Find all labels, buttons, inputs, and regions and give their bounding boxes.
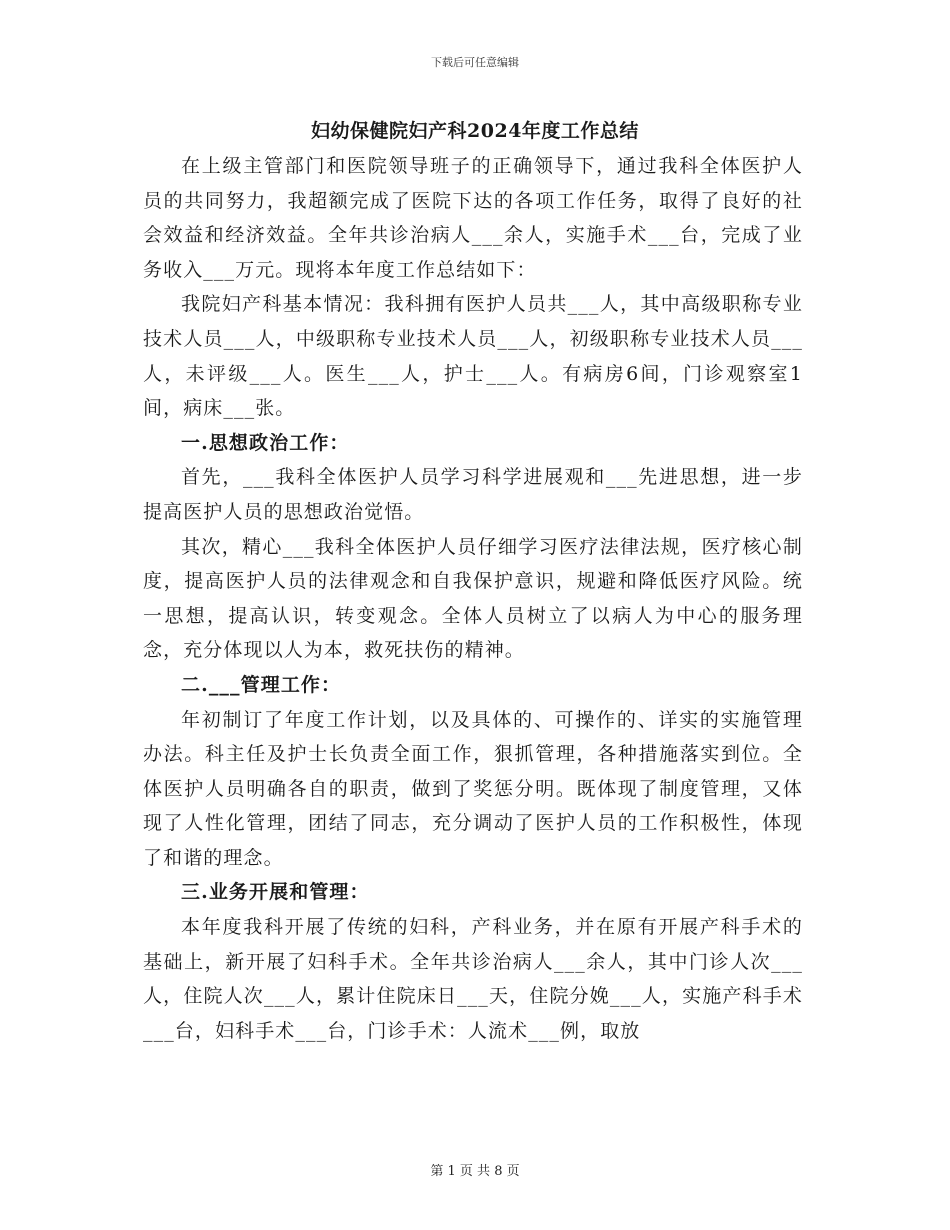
basic-info-paragraph: 我院妇产科基本情况：我科拥有医护人员共___人，其中高级职称专业技术人员___人，中级职称专业技术人员___人，初级职称专业技术人员___人，未评级___人。医生___人，护士___人。有病房6间，门诊观察室1间，病床___张。: [143, 293, 803, 420]
section-2-heading: 二.___管理工作：: [181, 673, 342, 696]
section-1-paragraph-1: 首先，___我科全体医护人员学习科学进展观和___先进思想，进一步提高医护人员的思想政治觉悟。: [143, 466, 803, 523]
page-footer: 第 1 页 共 8 页: [430, 1164, 520, 1179]
header-note: 下载后可任意编辑: [431, 56, 519, 69]
document-title: 妇幼保健院妇产科2024年度工作总结: [311, 120, 639, 142]
section-2-paragraph-1: 年初制订了年度工作计划，以及具体的、可操作的、详实的实施管理办法。科主任及护士长负责全面工作，狠抓管理，各种措施落实到位。全体医护人员明确各自的职责，做到了奖惩分明。既体现了制度管理，又体现了人性化管理，团结了同志，充分调动了医护人员的工作积极性，体现了和谐的理念。: [143, 708, 803, 869]
section-1-paragraph-2: 其次，精心___我科全体医护人员仔细学习医疗法律法规，医疗核心制度，提高医护人员的法律观念和自我保护意识，规避和降低医疗风险。统一思想，提高认识，转变观念。全体人员树立了以病人为中心的服务理念，充分体现以人为本，救死扶伤的精神。: [143, 535, 803, 662]
intro-paragraph: 在上级主管部门和医院领导班子的正确领导下，通过我科全体医护人员的共同努力，我超额完成了医院下达的各项工作任务，取得了良好的社会效益和经济效益。全年共诊治病人___余人，实施手术___台，完成了业务收入___万元。现将本年度工作总结如下：: [143, 155, 803, 281]
section-1-heading: 一.思想政治工作：: [181, 431, 350, 454]
section-3-paragraph-1: 本年度我科开展了传统的妇科，产科业务，并在原有开展产科手术的基础上，新开展了妇科手术。全年共诊治病人___余人，其中门诊人次___人，住院人次___人，累计住院床日___天，住院分娩___人，实施产科手术___台，妇科手术___台，门诊手术：人流术___例，取放: [143, 916, 803, 1042]
document-body: [143, 149, 803, 1048]
section-3-heading: 三.业务开展和管理：: [181, 881, 370, 904]
